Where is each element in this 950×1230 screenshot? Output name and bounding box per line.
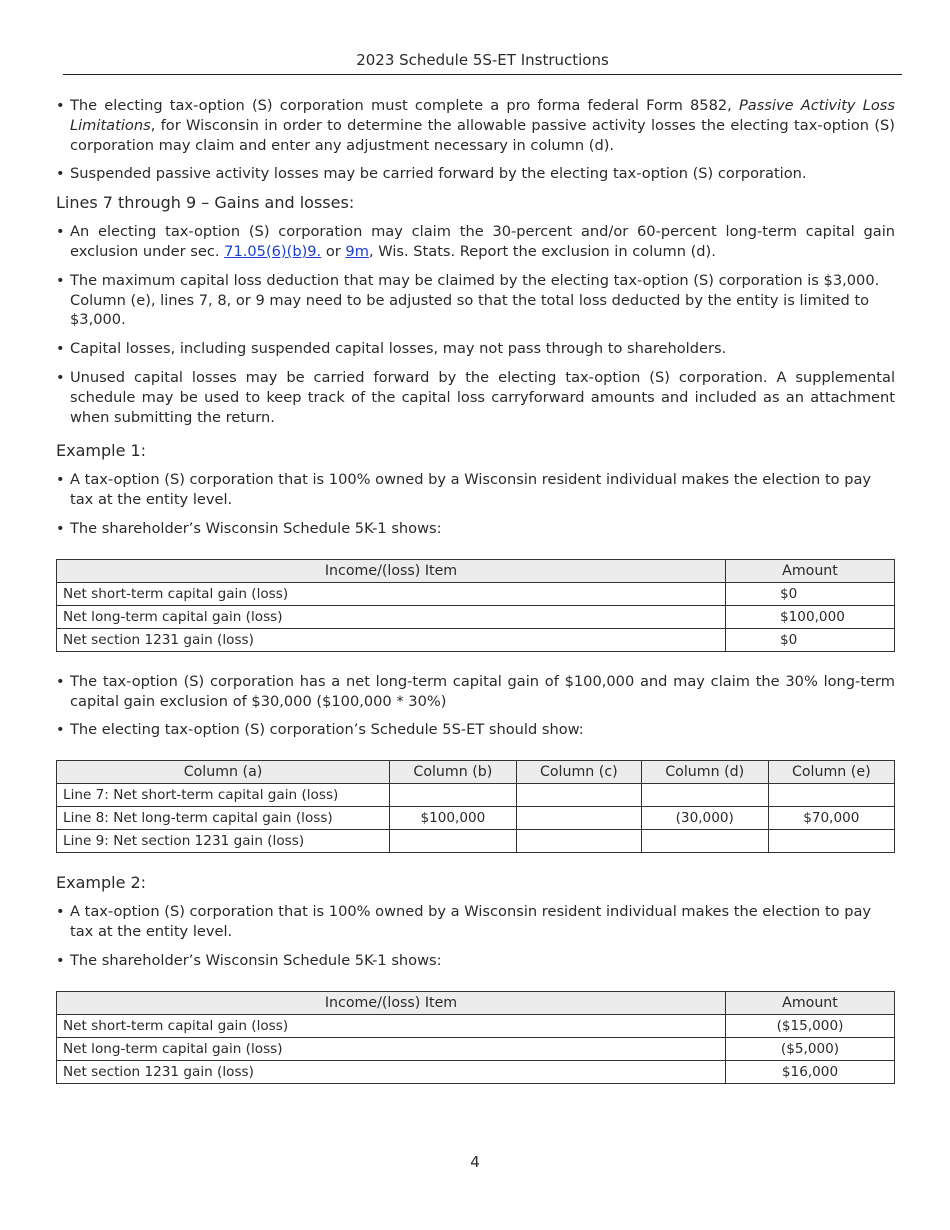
example-1-5s-et-table — [56, 760, 895, 853]
cell-c — [516, 807, 641, 830]
bullet-example-1-ownership: • A tax-option (S) corporation that is 100% owned by a Wisconsin resident individual makes the election to pay tax at the entity level. — [56, 471, 872, 509]
bullet-icon: • — [56, 223, 65, 241]
table-row — [57, 582, 895, 605]
table-header-row — [57, 991, 895, 1014]
row-item: Net long-term capital gain (loss) — [57, 605, 726, 628]
row-amount: ($5,000) — [726, 1037, 895, 1060]
cell-e — [768, 830, 894, 853]
table-header-row — [57, 761, 895, 784]
row-item: Net section 1231 gain (loss) — [57, 628, 726, 651]
example-2-5k1-table — [56, 991, 895, 1084]
bullet-icon: • — [56, 97, 65, 114]
bullet-icon: • — [56, 672, 65, 690]
example-1-heading: Example 1: — [56, 441, 147, 461]
form-title-italic: Passive Activity Loss Limitations — [70, 97, 896, 134]
cell-c — [516, 830, 641, 853]
cell-a: Line 7: Net short-term capital gain (loss) — [57, 784, 390, 807]
column-header-amount: Amount — [726, 559, 895, 582]
column-header-a: Column (a) — [57, 761, 390, 784]
page-content — [56, 96, 895, 1104]
example-2-heading: Example 2: — [56, 873, 147, 893]
row-amount: $0 — [726, 628, 895, 651]
row-amount: $100,000 — [726, 605, 895, 628]
cell-a: Line 9: Net section 1231 gain (loss) — [57, 830, 390, 853]
statute-link-9m[interactable]: 9m — [345, 242, 369, 260]
bullet-example-2-ownership: • A tax-option (S) corporation that is 100% owned by a Wisconsin resident individual makes the election to pay tax at the entity level. — [56, 903, 872, 940]
bullet-unused-capital-losses: • Unused capital losses may be carried forward by the electing tax-option (S) corporation. A supplemental schedule may be used to keep track of the capital loss carryforward amounts and included as an attachment when submitting the return. — [56, 368, 895, 426]
cell-e: $70,000 — [768, 807, 894, 830]
column-header-d: Column (d) — [641, 761, 768, 784]
bullet-example-2-5k1: • The shareholder’s Wisconsin Schedule 5K-1 shows: — [56, 951, 442, 969]
bullet-form-8582: • The electing tax-option (S) corporation must complete a pro forma federal Form 8582, Passive Activity Loss Limitations, for Wisconsin in order to determine the allowable passive activity losses the electing tax-option (S) corporation may claim and enter any adjustment necessary in column (d). — [56, 97, 896, 154]
table-row — [57, 1014, 895, 1037]
bullet-icon: • — [56, 271, 65, 289]
cell-c — [516, 784, 641, 807]
section-heading-lines-7-9: Lines 7 through 9 – Gains and losses: — [56, 193, 355, 213]
cell-d — [641, 830, 768, 853]
bullet-max-capital-loss: • The maximum capital loss deduction that may be claimed by the electing tax-option (S) corporation is $3,000. Column (e), lines 7, 8, or 9 may need to be adjusted so that the total loss deducted by the entity is limited to $3,000. — [56, 271, 880, 329]
bullet-icon: • — [56, 903, 65, 921]
bullet-icon: • — [56, 519, 65, 537]
row-amount: $0 — [726, 582, 895, 605]
cell-b: $100,000 — [390, 807, 517, 830]
cell-a: Line 8: Net long-term capital gain (loss) — [57, 807, 390, 830]
cell-e — [768, 784, 894, 807]
cell-d — [641, 784, 768, 807]
example-1-5k1-table — [56, 559, 895, 652]
header-divider — [63, 74, 902, 75]
row-amount: $16,000 — [726, 1060, 895, 1083]
bullet-no-pass-through: • Capital losses, including suspended capital losses, may not pass through to shareholders. — [56, 340, 727, 358]
row-item: Net section 1231 gain (loss) — [57, 1060, 726, 1083]
bullet-icon: • — [56, 368, 65, 386]
bullet-icon: • — [56, 471, 65, 489]
bullet-example-1-5s-et: • The electing tax-option (S) corporation’s Schedule 5S-ET should show: — [56, 721, 584, 739]
bullet-capital-gain-exclusion: • An electing tax-option (S) corporation may claim the 30-percent and/or 60-percent long-term capital gain exclusion under sec. 71.05(6)(b)9. or 9m, Wis. Stats. Report the exclusion in column (d). — [56, 223, 895, 260]
page-header-title: 2023 Schedule 5S-ET Instructions — [356, 51, 609, 69]
row-amount: ($15,000) — [726, 1014, 895, 1037]
bullet-icon: • — [56, 165, 65, 183]
bullet-icon: • — [56, 340, 65, 358]
cell-b — [390, 784, 517, 807]
cell-d: (30,000) — [641, 807, 768, 830]
table-row — [57, 628, 895, 651]
bullet-suspended-losses: • Suspended passive activity losses may be carried forward by the electing tax-option (S) corporation. — [56, 165, 807, 183]
row-item: Net short-term capital gain (loss) — [57, 582, 726, 605]
table-row — [57, 830, 895, 853]
column-header-amount: Amount — [726, 991, 895, 1014]
table-header-row — [57, 559, 895, 582]
row-item: Net long-term capital gain (loss) — [57, 1037, 726, 1060]
table-row — [57, 1060, 895, 1083]
bullet-icon: • — [56, 951, 65, 969]
column-header-e: Column (e) — [768, 761, 894, 784]
bullet-example-1-5k1: • The shareholder’s Wisconsin Schedule 5K-1 shows: — [56, 519, 442, 537]
table-row — [57, 784, 895, 807]
column-header-item: Income/(loss) Item — [57, 559, 726, 582]
table-row — [57, 605, 895, 628]
column-header-c: Column (c) — [516, 761, 641, 784]
page-number: 4 — [470, 1153, 480, 1171]
table-row — [57, 807, 895, 830]
row-item: Net short-term capital gain (loss) — [57, 1014, 726, 1037]
table-row — [57, 1037, 895, 1060]
column-header-item: Income/(loss) Item — [57, 991, 726, 1014]
bullet-icon: • — [56, 721, 65, 739]
column-header-b: Column (b) — [390, 761, 517, 784]
cell-b — [390, 830, 517, 853]
statute-link-71-05[interactable]: 71.05(6)(b)9. — [224, 242, 322, 260]
bullet-example-1-gain: • The tax-option (S) corporation has a net long-term capital gain of $100,000 and may claim the 30% long-term capital gain exclusion of $30,000 ($100,000 * 30%) — [56, 672, 895, 710]
